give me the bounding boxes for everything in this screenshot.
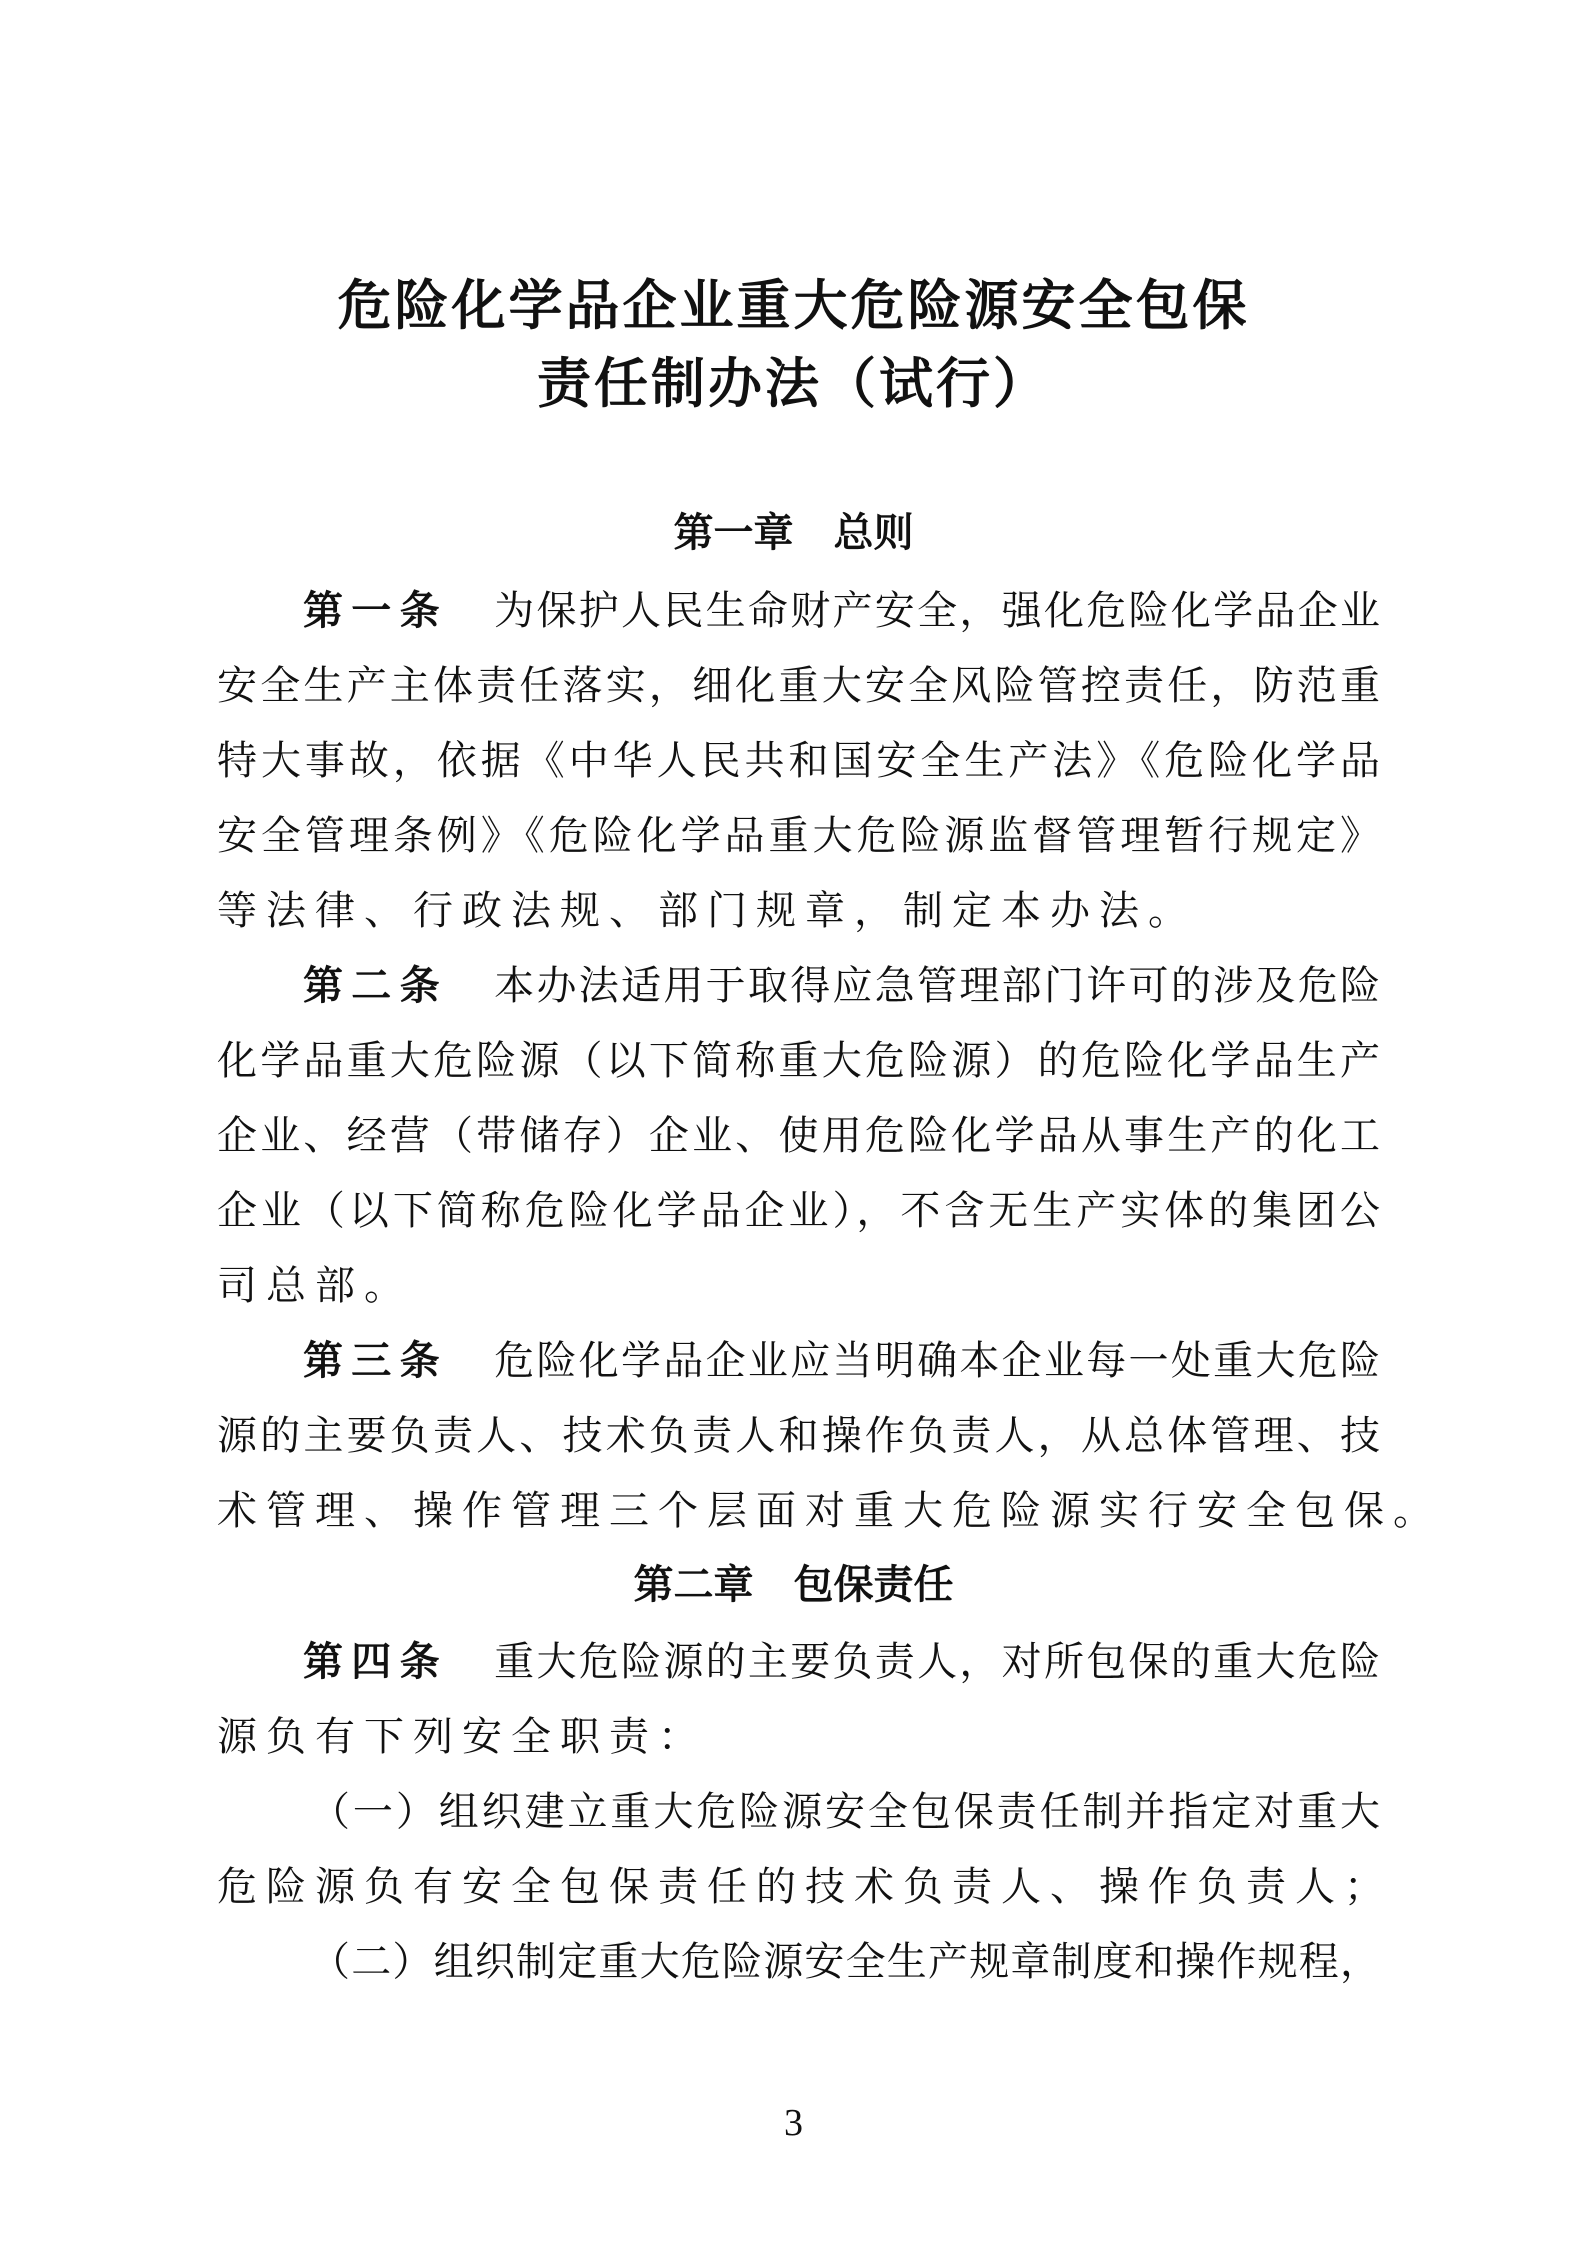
article-1-line-2: 安全生产主体责任落实，细化重大安全风险管控责任，防范重	[217, 663, 1380, 709]
item-2-line-1: （二）组织制定重大危险源安全生产规章制度和操作规程，	[310, 1939, 1380, 1985]
article-2-text-1: 本办法适用于取得应急管理部门许可的涉及危险	[491, 963, 1380, 1009]
chapter-heading-2: 第二章 包保责任	[633, 1562, 954, 1608]
article-3-text-1: 危险化学品企业应当明确本企业每一处重大危险	[491, 1338, 1380, 1384]
document-title-line-1: 危险化学品企业重大危险源安全包保	[337, 274, 1250, 337]
article-1-line-3: 特大事故，依据《中华人民共和国安全生产法》《危险化学品	[217, 738, 1380, 784]
article-3-line-2: 源的主要负责人、技术负责人和操作负责人，从总体管理、技	[217, 1413, 1380, 1459]
page-number: 3	[784, 2102, 803, 2144]
article-3-line-3: 术管理、操作管理三个层面对重大危险源实行安全包保。	[217, 1488, 1442, 1534]
chapter-heading-1: 第一章 总则	[673, 510, 914, 556]
article-4-label: 第四条	[303, 1639, 448, 1685]
article-2-line-4: 企业（以下简称危险化学品企业），不含无生产实体的集团公	[217, 1188, 1380, 1234]
article-2-label: 第二条	[303, 963, 448, 1009]
article-4-line-1	[303, 1635, 1380, 1689]
article-1-line-5: 等法律、行政法规、部门规章，制定本办法。	[217, 888, 1197, 934]
article-3-label: 第三条	[303, 1338, 448, 1384]
document-title-line-2: 责任制办法（试行）	[537, 352, 1050, 415]
article-1-line-1	[303, 584, 1380, 638]
article-1-label: 第一条	[303, 588, 448, 634]
article-2-line-2: 化学品重大危险源（以下简称重大危险源）的危险化学品生产	[217, 1038, 1380, 1084]
article-2-line-3: 企业、经营（带储存）企业、使用危险化学品从事生产的化工	[217, 1113, 1380, 1159]
article-2-line-5: 司总部。	[217, 1263, 413, 1309]
article-4-text-1: 重大危险源的主要负责人，对所包保的重大危险	[491, 1639, 1380, 1685]
article-3-line-1	[303, 1334, 1380, 1388]
article-1-line-4: 安全管理条例》《危险化学品重大危险源监督管理暂行规定》	[217, 813, 1380, 859]
item-1-line-1: （一）组织建立重大危险源安全包保责任制并指定对重大	[310, 1789, 1380, 1835]
item-1-line-2: 危险源负有安全包保责任的技术负责人、操作负责人；	[217, 1864, 1393, 1910]
article-1-text-1: 为保护人民生命财产安全，强化危险化学品企业	[491, 588, 1380, 634]
article-4-line-2: 源负有下列安全职责：	[217, 1714, 707, 1760]
article-2-line-1	[303, 959, 1380, 1013]
